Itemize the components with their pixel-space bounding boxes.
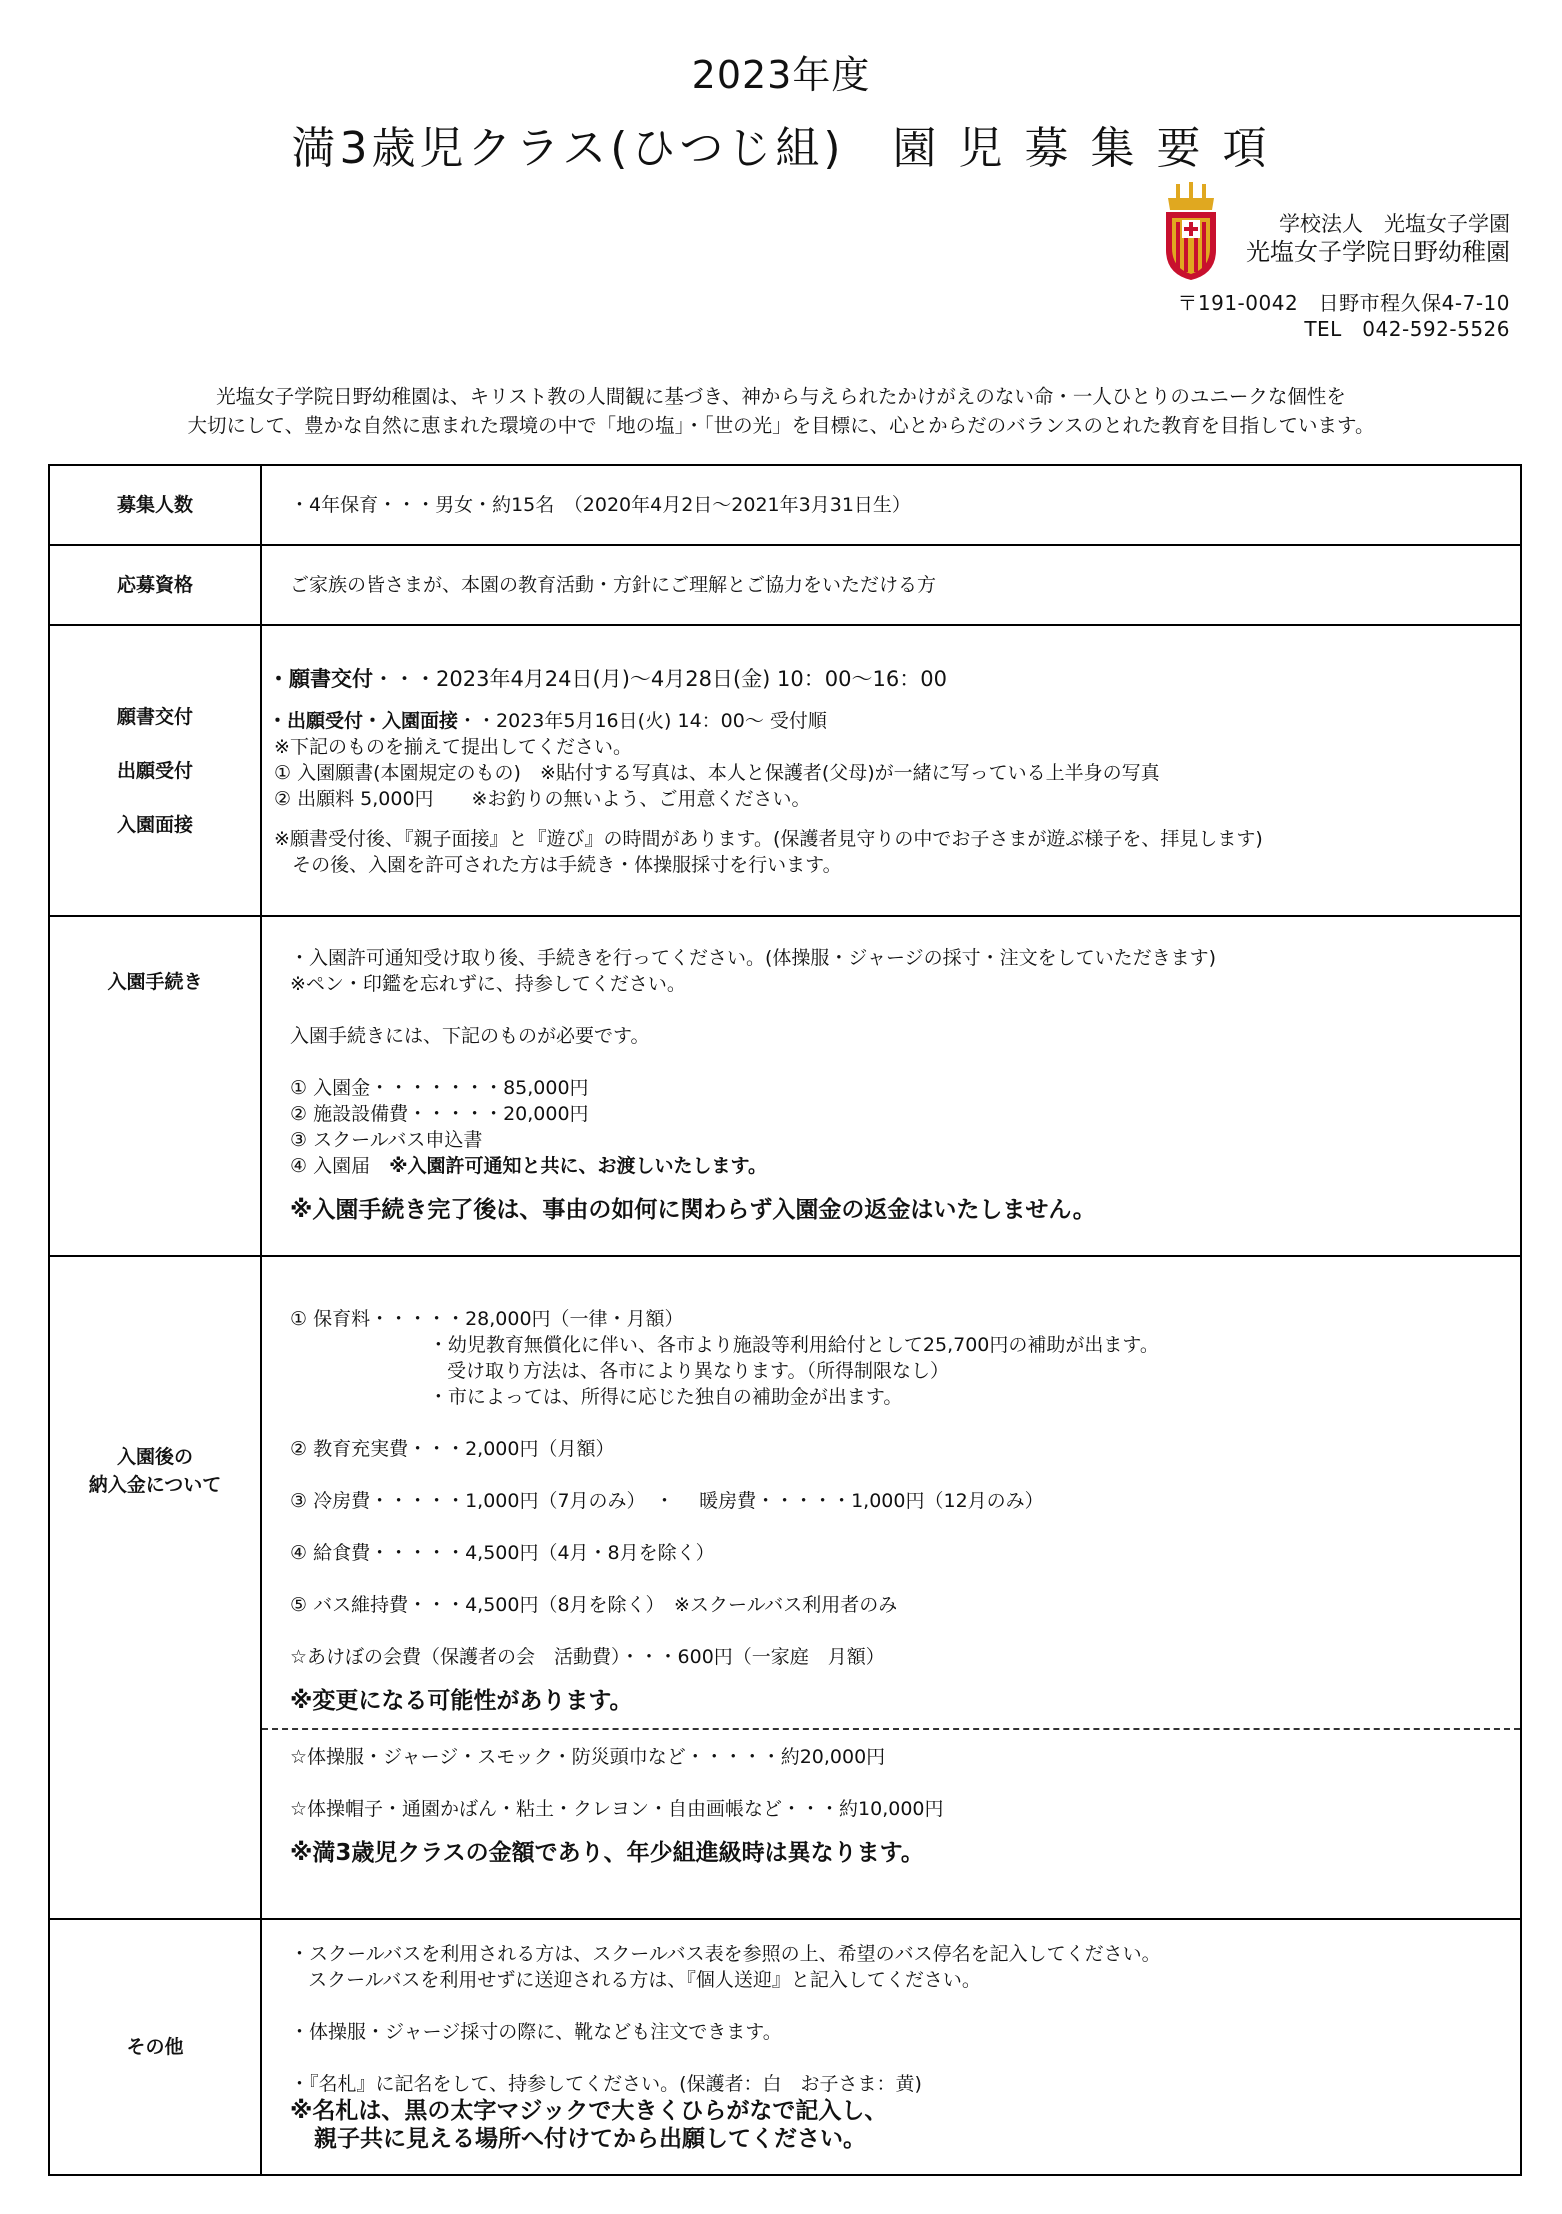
other-line-2: スクールバスを利用せずに送迎される方は、『個人送迎』と記入してください。: [290, 1969, 981, 1991]
application-line-2-label: ・出願受付・入園面接: [268, 709, 459, 732]
fee-lunch: ④ 給食費・・・・・4,500円（4月・8月を除く）: [290, 1541, 715, 1564]
row-fees: [49, 1256, 1521, 1919]
fee-bus: ⑤ バス維持費・・・4,500円（8月を除く） ※スクールバス利用者のみ: [290, 1593, 898, 1616]
other-cell: [261, 1919, 1521, 2175]
application-note-2: ※願書受付後、『親子面接』と『遊び』の時間があります。(保護者見守りの中でお子さまが遊ぶ様子を、拝見します): [268, 827, 1263, 850]
fees-label-1: 入園後の: [116, 1446, 193, 1468]
application-item-1: ① 入園願書(本園規定のもの) ※貼付する写真は、本人と保護者(父母)が一緒に写っている上半身の写真: [268, 761, 1160, 784]
extra-supplies: ☆体操帽子・通園かばん・粘土・クレヨン・自由画帳など・・・約10,000円: [290, 1797, 944, 1820]
other-line-1: ・スクールバスを利用される方は、スクールバス表を参照の上、希望のバス停名を記入してください。: [290, 1943, 1161, 1965]
year-title: 2023年度: [691, 53, 871, 97]
application-label-2: 出願受付: [116, 759, 193, 782]
recruit-cell: [261, 465, 1521, 545]
application-cell: [261, 625, 1521, 916]
fees-label: [49, 1256, 261, 1919]
procedure-label: 入園手続き: [49, 916, 261, 1256]
other-line-4: ・『名札』に記名をして、持参してください。(保護者：白 お子さま：黄): [290, 2073, 922, 2095]
application-label: [49, 625, 261, 916]
qualification-text: ご家族の皆さまが、本園の教育活動・方針にご理解とご協力をいただける方: [290, 574, 937, 596]
application-line-1-label: ・願書交付: [268, 666, 373, 691]
fees-divider: [262, 1728, 1520, 1730]
fee-tuition-note-1: ・幼児教育無償化に伴い、各市より施設等利用給付として25,700円の補助が出ます。: [290, 1333, 1159, 1356]
row-recruit: [49, 465, 1521, 545]
fee-tuition-note-2: 受け取り方法は、各市により異なります。（所得制限なし）: [290, 1359, 950, 1382]
procedure-item-3: ③ スクールバス申込書: [290, 1129, 483, 1151]
other-warning-1: ※名札は、黒の太字マジックで大きくひらがなで記入し、: [290, 2098, 888, 2124]
school-name: 光塩女子学院日野幼稚園: [1246, 238, 1510, 266]
fee-heating-cooling: ③ 冷房費・・・・・1,000円（7月のみ） ・ 暖房費・・・・・1,000円（12月のみ）: [290, 1489, 1044, 1512]
procedure-line-3: 入園手続きには、下記のものが必要です。: [290, 1025, 650, 1047]
requirements-table: [48, 464, 1522, 2176]
intro-text: [0, 382, 1562, 440]
fees-cell: [261, 1256, 1521, 1919]
fee-parents-association: ☆あけぼの会費（保護者の会 活動費）・・・600円（一家庭 月額）: [290, 1645, 885, 1668]
procedure-item-2: ② 施設設備費・・・・・20,000円: [290, 1103, 589, 1125]
procedure-line-2: ※ペン・印鑑を忘れずに、持参してください。: [290, 973, 686, 995]
main-title: 満3歳児クラス(ひつじ組) 園 児 募 集 要 項: [291, 123, 1271, 174]
procedure-item-4: ④ 入園届: [290, 1155, 371, 1177]
school-tel: TEL 042-592-5526: [1304, 317, 1510, 341]
row-qualification: [49, 545, 1521, 625]
application-label-3: 入園面接: [116, 813, 193, 836]
row-other: [49, 1919, 1521, 2175]
other-warning-2: 親子共に見える場所へ付けてから出願してください。: [290, 2126, 867, 2152]
fee-tuition: ① 保育料・・・・・28,000円（一律・月額）: [290, 1307, 684, 1330]
other-label: その他: [49, 1919, 261, 2175]
procedure-cell: [261, 916, 1521, 1256]
procedure-item-1: ① 入園金・・・・・・・85,000円: [290, 1077, 589, 1099]
school-address: 〒191-0042 日野市程久保4-7-10: [1177, 291, 1510, 315]
intro-line-1: 光塩女子学院日野幼稚園は、キリスト教の人間観に基づき、神から与えられたかけがえのない命・一人ひとりのユニークな個性を: [216, 385, 1346, 408]
procedure-line-1: ・入園許可通知受け取り後、手続きを行ってください。(体操服・ジャージの採寸・注文をしていただきます): [290, 947, 1217, 969]
procedure-item-4-note: ※入園許可通知と共に、お渡しいたします。: [370, 1155, 768, 1177]
application-line-2-detail: ・・2023年5月16日(火) 14：00～ 受付順: [458, 709, 827, 732]
recruit-text: ・4年保育・・・男女・約15名 （2020年4月2日～2021年3月31日生）: [290, 494, 911, 516]
intro-line-2: 大切にして、豊かな自然に恵まれた環境の中で「地の塩」・「世の光」を目標に、心とからだのバランスのとれた教育を目指しています。: [187, 414, 1375, 437]
application-line-1-detail: ・・・2023年4月24日(月)～4月28日(金) 10：00～16：00: [373, 666, 947, 691]
application-label-1: 願書交付: [116, 705, 193, 728]
application-item-2: ② 出願料 5,000円 ※お釣りの無いよう、ご用意ください。: [268, 787, 811, 810]
fee-education: ② 教育充実費・・・2,000円（月額）: [290, 1437, 615, 1460]
other-line-3: ・体操服・ジャージ採寸の際に、靴なども注文できます。: [290, 2021, 782, 2043]
extra-uniform: ☆体操服・ジャージ・スモック・防災頭巾など・・・・・約20,000円: [290, 1745, 886, 1768]
row-procedure: [49, 916, 1521, 1256]
school-crest-logo: [1162, 182, 1220, 282]
row-application: [49, 625, 1521, 916]
fee-warning: ※変更になる可能性があります。: [290, 1687, 633, 1714]
recruit-label: 募集人数: [49, 465, 261, 545]
qualification-label: 応募資格: [49, 545, 261, 625]
school-corporation: 学校法人 光塩女子学園: [1279, 212, 1510, 236]
extra-warning: ※満3歳児クラスの金額であり、年少組進級時は異なります。: [290, 1839, 924, 1866]
fees-label-2: 納入金について: [88, 1474, 222, 1496]
application-note-3: その後、入園を許可された方は手続き・体操服採寸を行います。: [268, 853, 842, 876]
procedure-warning: ※入園手続き完了後は、事由の如何に関わらず入園金の返金はいたしません。: [290, 1197, 1096, 1223]
fee-tuition-note-3: ・市によっては、所得に応じた独自の補助金が出ます。: [290, 1385, 903, 1408]
application-note-1: ※下記のものを揃えて提出してください。: [268, 735, 632, 758]
qualification-cell: [261, 545, 1521, 625]
